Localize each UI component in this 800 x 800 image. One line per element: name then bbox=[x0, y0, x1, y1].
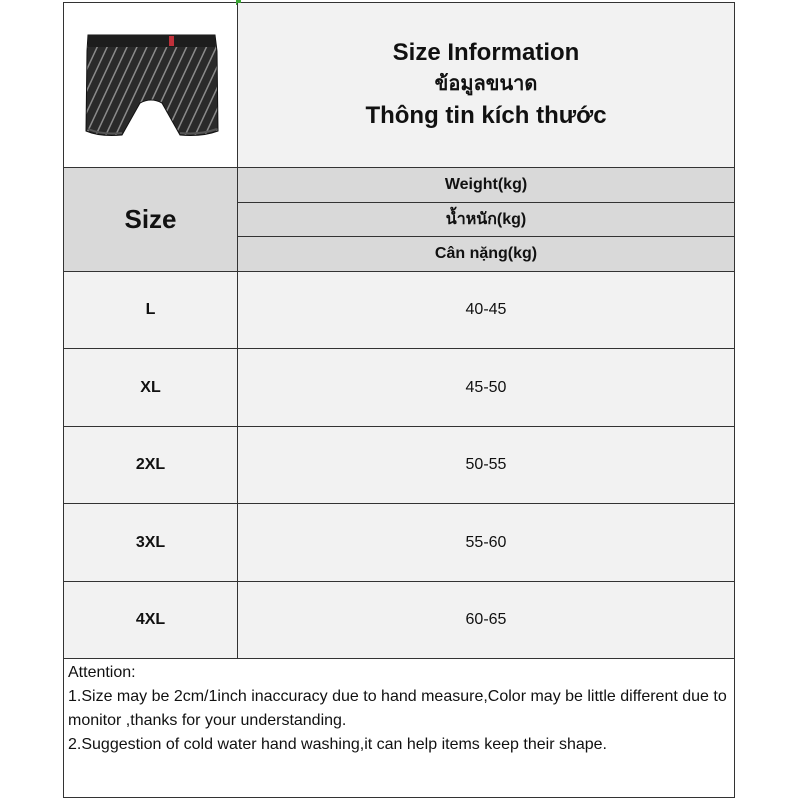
title-block bbox=[238, 3, 734, 167]
row-divider bbox=[238, 202, 734, 203]
size-label: 4XL bbox=[135, 611, 166, 628]
table-row-size bbox=[64, 427, 237, 503]
weight-header-en bbox=[238, 168, 734, 202]
boxer-briefs-image bbox=[84, 31, 219, 141]
weight-header-vi bbox=[238, 237, 734, 271]
title-english: Size Information bbox=[392, 39, 580, 66]
weight-header-vi-label: Cân nặng(kg) bbox=[434, 245, 538, 262]
size-chart bbox=[63, 2, 735, 798]
row-divider bbox=[64, 503, 734, 504]
row-divider bbox=[238, 236, 734, 237]
table-row-size bbox=[64, 349, 237, 426]
table-row-weight bbox=[238, 272, 734, 348]
size-label: XL bbox=[140, 378, 161, 396]
table-row-weight bbox=[238, 427, 734, 503]
weight-value: 60-65 bbox=[465, 611, 507, 628]
row-divider bbox=[64, 658, 734, 659]
title-thai: ข้อมูลขนาด bbox=[434, 73, 538, 95]
size-label: 3XL bbox=[135, 533, 166, 551]
table-row-weight bbox=[238, 582, 734, 658]
weight-header-th bbox=[238, 203, 734, 236]
row-divider bbox=[64, 167, 734, 168]
size-label: L bbox=[145, 301, 156, 318]
row-divider bbox=[64, 426, 734, 427]
weight-header-th-label: น้ำหนัก(kg) bbox=[445, 211, 527, 228]
table-row-size bbox=[64, 504, 237, 581]
note-line-1: 1.Size may be 2cm/1inch inaccuracy due to hand measure,Color may be little different due to monitor ,thanks for your understanding. bbox=[68, 688, 727, 729]
attention-notes bbox=[68, 661, 728, 757]
row-divider bbox=[64, 271, 734, 272]
weight-value: 55-60 bbox=[465, 533, 507, 551]
note-line-2: 2.Suggestion of cold water hand washing,it can help items keep their shape. bbox=[68, 736, 607, 753]
notes-heading: Attention: bbox=[68, 664, 136, 681]
weight-value: 45-50 bbox=[465, 378, 507, 396]
table-row-weight bbox=[238, 504, 734, 581]
weight-value: 50-55 bbox=[465, 456, 507, 473]
size-label: 2XL bbox=[135, 456, 166, 473]
column-divider bbox=[237, 3, 238, 658]
weight-header-en-label: Weight(kg) bbox=[444, 176, 528, 193]
size-column-header bbox=[64, 168, 237, 271]
table-row-size bbox=[64, 582, 237, 658]
product-image-cell bbox=[64, 3, 237, 167]
title-vietnamese: Thông tin kích thước bbox=[365, 102, 607, 129]
row-divider bbox=[64, 348, 734, 349]
table-row-size bbox=[64, 272, 237, 348]
weight-value: 40-45 bbox=[465, 301, 507, 318]
table-row-weight bbox=[238, 349, 734, 426]
size-header-label: Size bbox=[124, 204, 177, 234]
row-divider bbox=[64, 581, 734, 582]
